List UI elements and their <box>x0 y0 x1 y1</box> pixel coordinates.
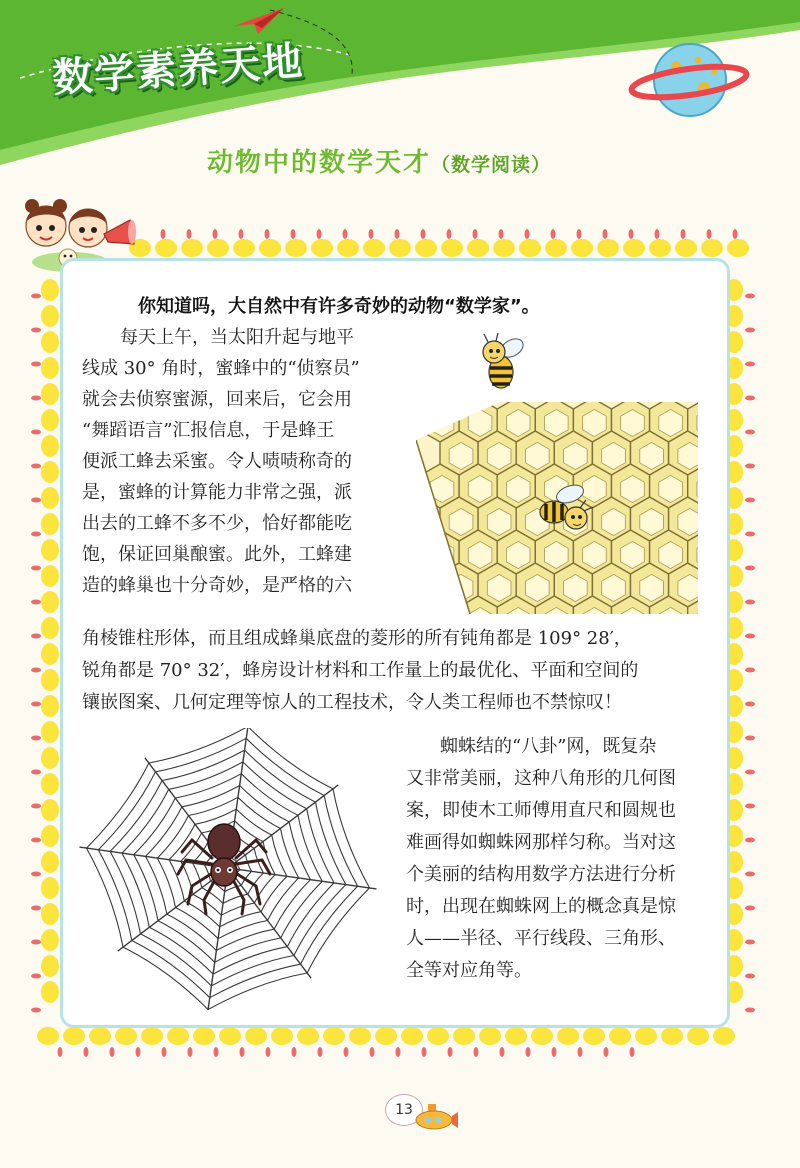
bee-paragraph-line: 每天上午，当太阳升起与地平 <box>120 327 354 348</box>
bee-paragraph-line: 角棱锥柱形体，而且组成蜂巢底盘的菱形的所有钝角都是 109° 28′， <box>82 628 632 649</box>
spider-paragraph-line: 蜘蛛结的“八卦”网，既复杂 <box>440 736 657 757</box>
spider-paragraph-line: 全等对应角等。 <box>406 960 532 981</box>
spider-icon <box>172 808 276 918</box>
section-title <box>207 142 551 179</box>
bee-paragraph-line: 线成 30° 角时，蜜蜂中的“侦察员” <box>82 358 360 379</box>
spider-paragraph-line: 难画得如蜘蛛网那样匀称。当对这 <box>406 832 676 853</box>
bee-icon <box>536 484 598 540</box>
section-title-main: 动物中的数学天才 <box>207 148 432 178</box>
planet-icon <box>628 36 750 122</box>
bee-paragraph-line: 便派工蜂去采蜜。令人啧啧称奇的 <box>82 451 352 472</box>
spider-paragraph-line: 人——半径、平行线段、三角形、 <box>406 928 676 949</box>
lead-sentence: 你知道吗，大自然中有许多奇妙的动物“数学家”。 <box>138 296 540 317</box>
bee-paragraph-line: 是，蜜蜂的计算能力非常之强，派 <box>82 482 352 503</box>
bee-paragraph-line: 造的蜂巢也十分奇妙，是严格的六 <box>82 575 352 596</box>
bee-paragraph-line: 就会去侦察蜜源，回来后，它会用 <box>82 389 352 410</box>
bee-icon <box>474 332 530 394</box>
section-subtitle: （数学阅读） <box>431 154 552 176</box>
banner-title: 数学素养天地 <box>50 38 306 102</box>
bee-paragraph-line: 锐角都是 70° 32′，蜂房设计材料和工作量上的最优化、平面和空间的 <box>82 660 639 681</box>
bee-paragraph-line: “舞蹈语言”汇报信息，于是蜂王 <box>82 420 335 441</box>
spider-paragraph-line: 时，出现在蜘蛛网上的概念真是惊 <box>406 896 676 917</box>
spider-paragraph-line: 个美丽的结构用数学方法进行分析 <box>406 864 676 885</box>
spider-paragraph-line: 又非常美丽，这种八角形的几何图 <box>406 768 676 789</box>
bee-paragraph-line: 镶嵌图案、几何定理等惊人的工程技术，令人类工程师也不禁惊叹！ <box>82 692 622 713</box>
page-number: 13 <box>385 1094 423 1126</box>
bee-paragraph-line: 饱，保证回巢酿蜜。此外，工蜂建 <box>82 544 352 565</box>
submarine-icon <box>410 1102 460 1132</box>
bee-paragraph-line: 出去的工蜂不多不少，恰好都能吃 <box>82 513 352 534</box>
spider-paragraph-line: 案，即使木工师傅用直尺和圆规也 <box>406 800 676 821</box>
